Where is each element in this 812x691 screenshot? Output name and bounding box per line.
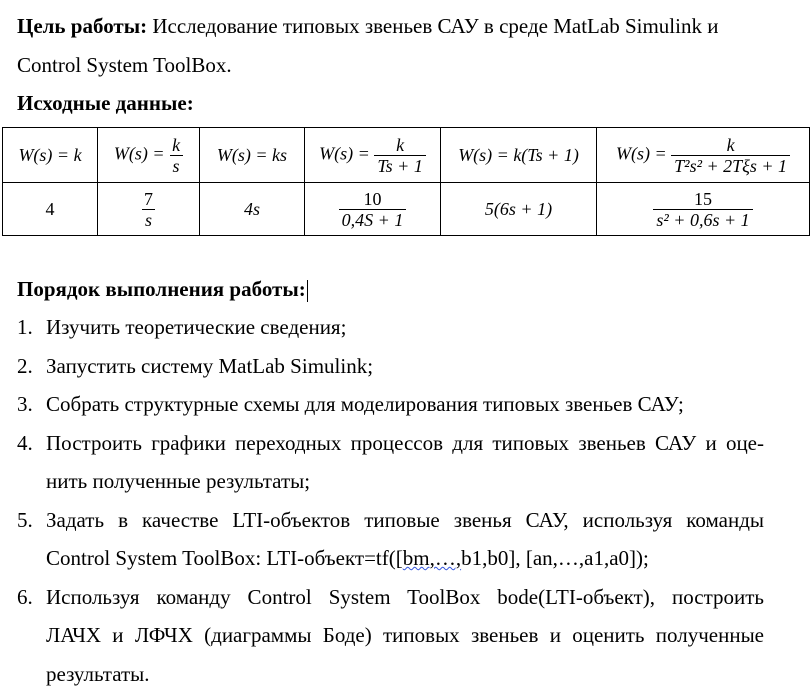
initial-data-heading: Исходные данные: [17, 91, 194, 115]
list-item-number: 4. [17, 431, 33, 455]
goal-line-1 [17, 14, 718, 38]
transfer-functions-table [2, 127, 810, 236]
value-cell: 4s [200, 183, 305, 236]
goal-text: Исследование типовых звеньев САУ в среде MatLab Simulink и [147, 14, 719, 38]
text-cursor [307, 280, 308, 302]
table-header-row [3, 128, 810, 183]
list-item-text: Построить графики переходных процессов для типовых звеньев САУ и оце- [46, 431, 764, 455]
list-item-number: 5. [17, 508, 33, 532]
goal-line-2: Control System ToolBox. [17, 53, 232, 77]
list-item-text: результаты. [46, 662, 150, 686]
fraction: $\frac{7}{s}$ [141, 189, 156, 230]
value-cell [305, 183, 441, 236]
fraction: $\frac{k}{Ts + 1}$ [374, 135, 426, 176]
fraction: $\frac{15}{\text{s² + 0,6s + 1}}$ [653, 189, 752, 230]
fraction: $\frac{k}{s}$ [169, 135, 183, 176]
header-cell: W(s) = $\frac{k}{Ts + 1}$ [305, 128, 441, 183]
list-item: 2. Запустить систему MatLab Simulink; [17, 354, 374, 378]
fraction: k T²s² + 2Tξs + 1 [671, 135, 790, 176]
list-item-text: Используя команду Control System ToolBox bode(LTI-объект), построить [46, 585, 764, 609]
table-values-row [3, 183, 810, 236]
list-item-number: 6. [17, 585, 33, 609]
value-cell [597, 183, 810, 236]
list-item-text: нить полученные результаты; [46, 469, 311, 493]
list-item-text: ЛАЧХ и ЛФЧХ (диаграммы Боде) типовых звеньев и оценить полученные [46, 623, 764, 647]
goal-label: Цель работы: [17, 14, 148, 38]
spellcheck-underline: bm,…, [402, 546, 462, 570]
header-cell: W(s) = k T²s² + 2Tξs + 1 [597, 128, 810, 183]
header-cell: W(s) = ks [200, 128, 305, 183]
header-cell: W(s) = k(Ts + 1) [441, 128, 597, 183]
value-cell: 4 [3, 183, 98, 236]
list-item: 3. Собрать структурные схемы для моделирования типовых звеньев САУ; [17, 392, 684, 416]
fraction: $\frac{10}{0,4S + 1}$ [339, 189, 407, 230]
list-item: 1. Изучить теоретические сведения; [17, 315, 347, 339]
header-cell: W(s) = k [3, 128, 98, 183]
procedure-heading: Порядок выполнения работы: [17, 277, 306, 301]
value-cell: 5(6s + 1) [441, 183, 597, 236]
value-cell [98, 183, 200, 236]
header-cell: W(s) = $\frac{k}{s}$ [98, 128, 200, 183]
list-item-text: Control System ToolBox: LTI-объект=tf([bm,…,b1,b0], [an,…,a1,a0]); [46, 546, 649, 570]
list-item-text: Задать в качестве LTI-объектов типовые звенья САУ, используя команды [46, 508, 764, 532]
